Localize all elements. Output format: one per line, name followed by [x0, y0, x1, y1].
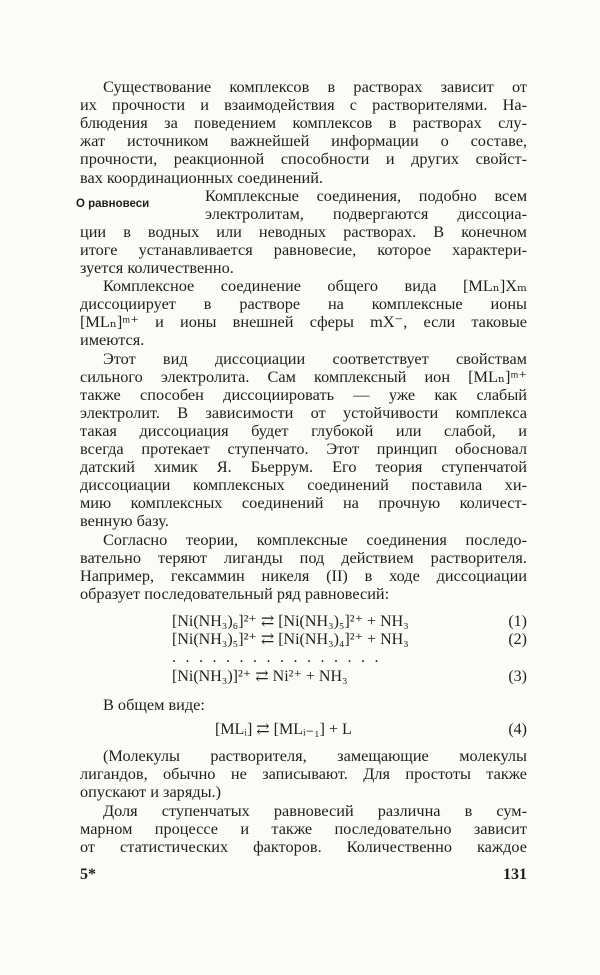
text-line: зуется количественно.	[80, 258, 234, 277]
text-line: диссоциирует в растворе на комплексные ионы	[80, 295, 527, 313]
text-line: мию комплексных соединений на прочную количест-	[80, 494, 527, 512]
text-line: вательно теряют лиганды под действием растворителя.	[80, 549, 527, 567]
text-line: венную базу.	[80, 511, 169, 530]
equation-expression: [MLᵢ] ⇄ [MLᵢ₋₁] + L	[215, 721, 352, 738]
text-line: жат источником важнейшей информации о составе,	[80, 132, 527, 150]
text-line: блюдения за поведением комплексов в растворах слу-	[80, 114, 527, 132]
text-line: В общем виде:	[103, 695, 205, 714]
text-line: прочности, реакционной способности и других свойст-	[80, 150, 527, 168]
equation-number: (1)	[508, 613, 527, 630]
text-line: также способен диссоциировать — уже как слабый	[80, 386, 527, 404]
signature-mark: 5*	[80, 866, 96, 883]
equation-2	[172, 631, 527, 649]
text-line: вах координационных соединений.	[80, 168, 324, 187]
text-line: итоге устанавливается равновесие, которое характери-	[80, 241, 527, 259]
text-line: Этот вид диссоциации соответствует свойствам	[103, 350, 527, 368]
text-line: датский химик Я. Бьеррум. Его теория ступенчатой	[80, 458, 527, 476]
equation-expression: [Ni(NH₃)₅]²⁺ ⇄ [Ni(NH₃)₄]²⁺ + NH₃	[172, 631, 409, 648]
text-line: ции в водных или неводных растворах. В конечном	[80, 223, 527, 241]
text-line: (Молекулы растворителя, замещающие молекулы	[103, 747, 527, 765]
margin-note: О равновеси	[76, 198, 150, 210]
equation-number: (4)	[508, 721, 527, 738]
equation-number: (2)	[508, 631, 527, 648]
text-line: Согласно теории, комплексные соединения последо-	[103, 531, 527, 549]
equation-3	[172, 668, 527, 686]
text-line: лигандов, обычно не записывают. Для простоты также	[80, 765, 527, 783]
equation-4	[215, 721, 527, 739]
text-line: Например, гексаммин никеля (II) в ходе диссоциации	[80, 567, 527, 585]
page-number: 131	[503, 866, 527, 883]
text-line: всегда протекает ступенчато. Этот принцип обосновал	[80, 440, 527, 458]
text-line: электролит. В зависимости от устойчивости комплекса	[80, 404, 527, 422]
text-line: опускают и заряды.)	[80, 782, 222, 801]
text-line: Комплексное соединение общего вида [MLₙ]Xₘ	[103, 277, 527, 295]
text-line: [MLₙ]ᵐ⁺ и ионы внешней сферы mX⁻, если таковые	[80, 313, 527, 331]
text-line: имеются.	[80, 330, 145, 349]
text-line: марном процессе и также последовательно зависит	[80, 820, 527, 838]
text-line: Комплексные соединения, подобно всем	[205, 187, 527, 205]
equation-1	[172, 613, 527, 631]
text-line: от статистических факторов. Количественно каждое	[80, 838, 527, 856]
text-line: Существование комплексов в растворах зависит от	[103, 78, 527, 96]
text-line: Доля ступенчатых равновесий различна в сум-	[103, 802, 527, 820]
text-line: их прочности и взаимодействия с растворителями. На-	[80, 96, 527, 114]
text-line: сильного электролита. Сам комплексный ион [MLₙ]ᵐ⁺	[80, 368, 527, 386]
text-line: электролитам, подвергаются диссоциа-	[205, 205, 527, 223]
equation-expression: [Ni(NH₃)₆]²⁺ ⇄ [Ni(NH₃)₅]²⁺ + NH₃	[172, 613, 409, 630]
equation-number: (3)	[508, 668, 527, 685]
text-line: образует последовательный ряд равновесий:	[80, 584, 390, 603]
equation-expression: [Ni(NH₃)]²⁺ ⇄ Ni²⁺ + NH₃	[172, 668, 348, 685]
equation-ellipsis: ................	[172, 649, 388, 666]
text-line: такая диссоциация будет глубокой или слабой, и	[80, 422, 527, 440]
text-line: диссоциации комплексных соединений поставила хи-	[80, 476, 527, 494]
